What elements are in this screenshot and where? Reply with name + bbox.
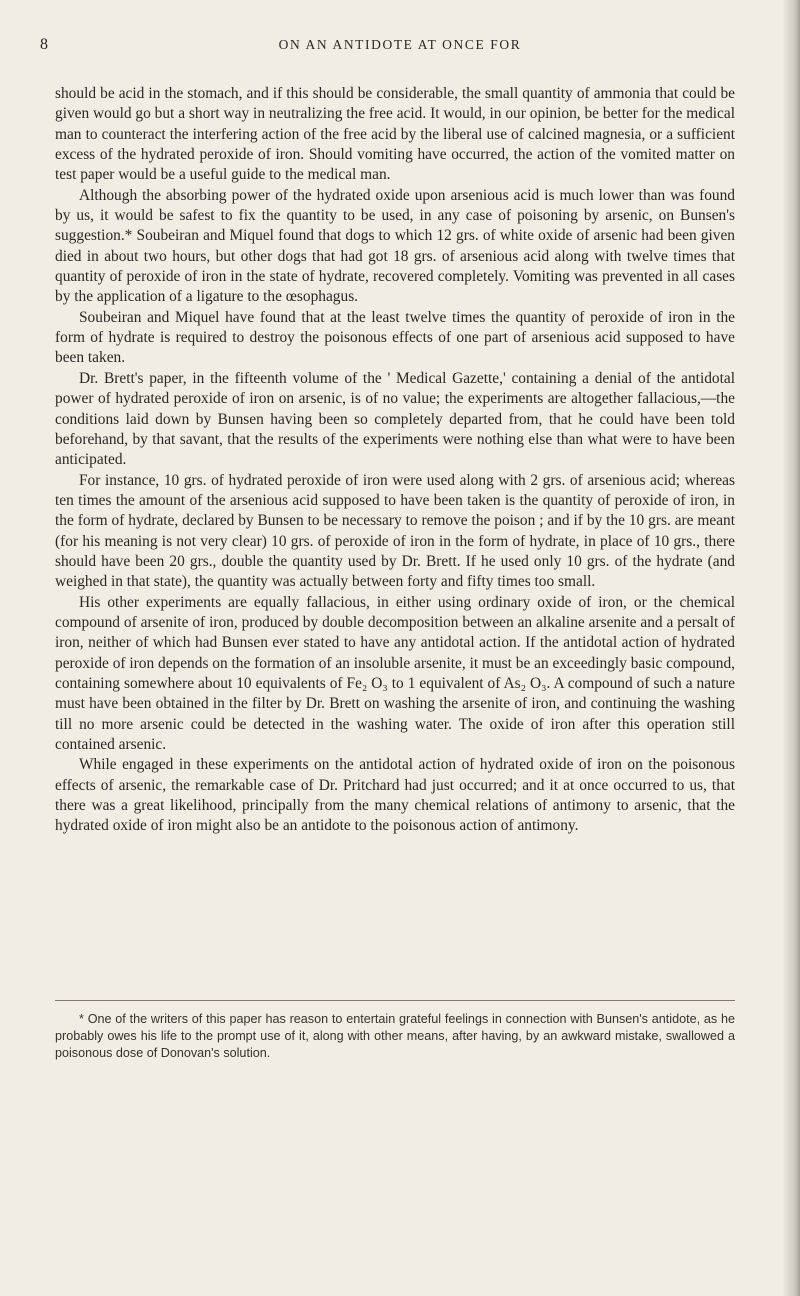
footnote-text: * One of the writers of this paper has reason to entertain grateful feelings in connection with Bunsen's antidote, as he probably owes his life to the prompt use of it, along with other means, after having, by an awkward mistake, swallowed a poisonous dose of Donovan's solution.	[55, 1012, 735, 1060]
footnote-divider	[55, 1000, 735, 1001]
paragraph: should be acid in the stomach, and if this should be considerable, the small quantity of ammonia that could be given would go but a short way in neutralizing the free acid. It would, in our opinion, be better for the medical man to counteract the interfering action of the free acid by the liberal use of calcined magnesia, or a sufficient excess of the hydrated peroxide of iron. Should vomiting have occurred, the action of the vomited matter on test paper would be a useful guide to the medical man.	[55, 85, 735, 184]
paragraph: Dr. Brett's paper, in the fifteenth volume of the ' Medical Gazette,' containing a denial of the antidotal power of hydrated peroxide of iron on arsenic, is of no value; the experiments are altogether fallacious,—the conditions laid down by Bunsen having been so completely departed from, that he could have been told beforehand, by that savant, that the results of the experiments were nothing else than what were to have been anticipated.	[55, 369, 735, 469]
page-header	[40, 36, 760, 60]
footnote	[55, 1011, 735, 1062]
paragraph: For instance, 10 grs. of hydrated peroxide of iron were used along with 2 grs. of arsenious acid; whereas ten times the amount of the arsenious acid supposed to have been taken is the quantity of peroxide of iron, in the form of hydrate, declared by Bunsen to be necessary to remove the poison ; and if by the 10 grs. are meant (for his meaning is not very clear) 10 grs. of peroxide of iron in the form of hydrate, in place of 10 grs., there should have been 20 grs., double the quantity used by Dr. Brett. If he used only 10 grs. of the hydrate (and weighed in that state), the quantity was actually between forty and fifty times too small.	[55, 471, 735, 591]
paragraph: Soubeiran and Miquel have found that at the least twelve times the quantity of peroxide of iron in the form of hydrate is required to destroy the poisonous effects of one part of arsenious acid supposed to have been taken.	[55, 308, 735, 367]
running-head: ON AN ANTIDOTE AT ONCE FOR	[278, 37, 522, 52]
page-edge-shadow	[782, 0, 800, 1296]
paragraph: Although the absorbing power of the hydrated oxide upon arsenious acid is much lower than was found by us, it would be safest to fix the quantity to be used, in any case of poisoning by arsenic, on Bunsen's suggestion.* Soubeiran and Miquel found that dogs to which 12 grs. of white oxide of arsenic had been given died in about two hours, but other dogs that had got 18 grs. of arsenious acid along with twelve times that quantity of peroxide of iron in the state of hydrate, recovered completely. Vomiting was prevented in all cases by the application of a ligature to the œsophagus.	[55, 186, 735, 306]
paragraph: While engaged in these experiments on the antidotal action of hydrated oxide of iron on the poisonous effects of arsenic, the remarkable case of Dr. Pritchard had just occurred; and it at once occurred to us, that there was a great likelihood, principally from the many chemical relations of antimony to arsenic, that the hydrated oxide of iron might also be an antidote to the poisonous action of antimony.	[55, 756, 735, 835]
page-number: 8	[40, 36, 49, 53]
paragraph: His other experiments are equally fallacious, in either using ordinary oxide of iron, or the chemical compound of arsenite of iron, produced by double decomposition between an alkaline arsenite and a persalt of iron, neither of which had Bunsen ever stated to have any antidotal action. If the antidotal action of hydrated peroxide of iron depends on the formation of an insoluble arsenite, it must be an exceedingly basic compound, containing somewhere about 10 equivalents of Fe₂ O₃ to 1 equivalent of As₂ O₃. A compound of such a nature must have been obtained in the filter by Dr. Brett on washing the arsenite of iron, and continuing the washing till no more arsenic could be detected in the washing water. The oxide of iron after this operation still contained arsenic.	[55, 593, 735, 753]
body-text	[55, 84, 735, 837]
